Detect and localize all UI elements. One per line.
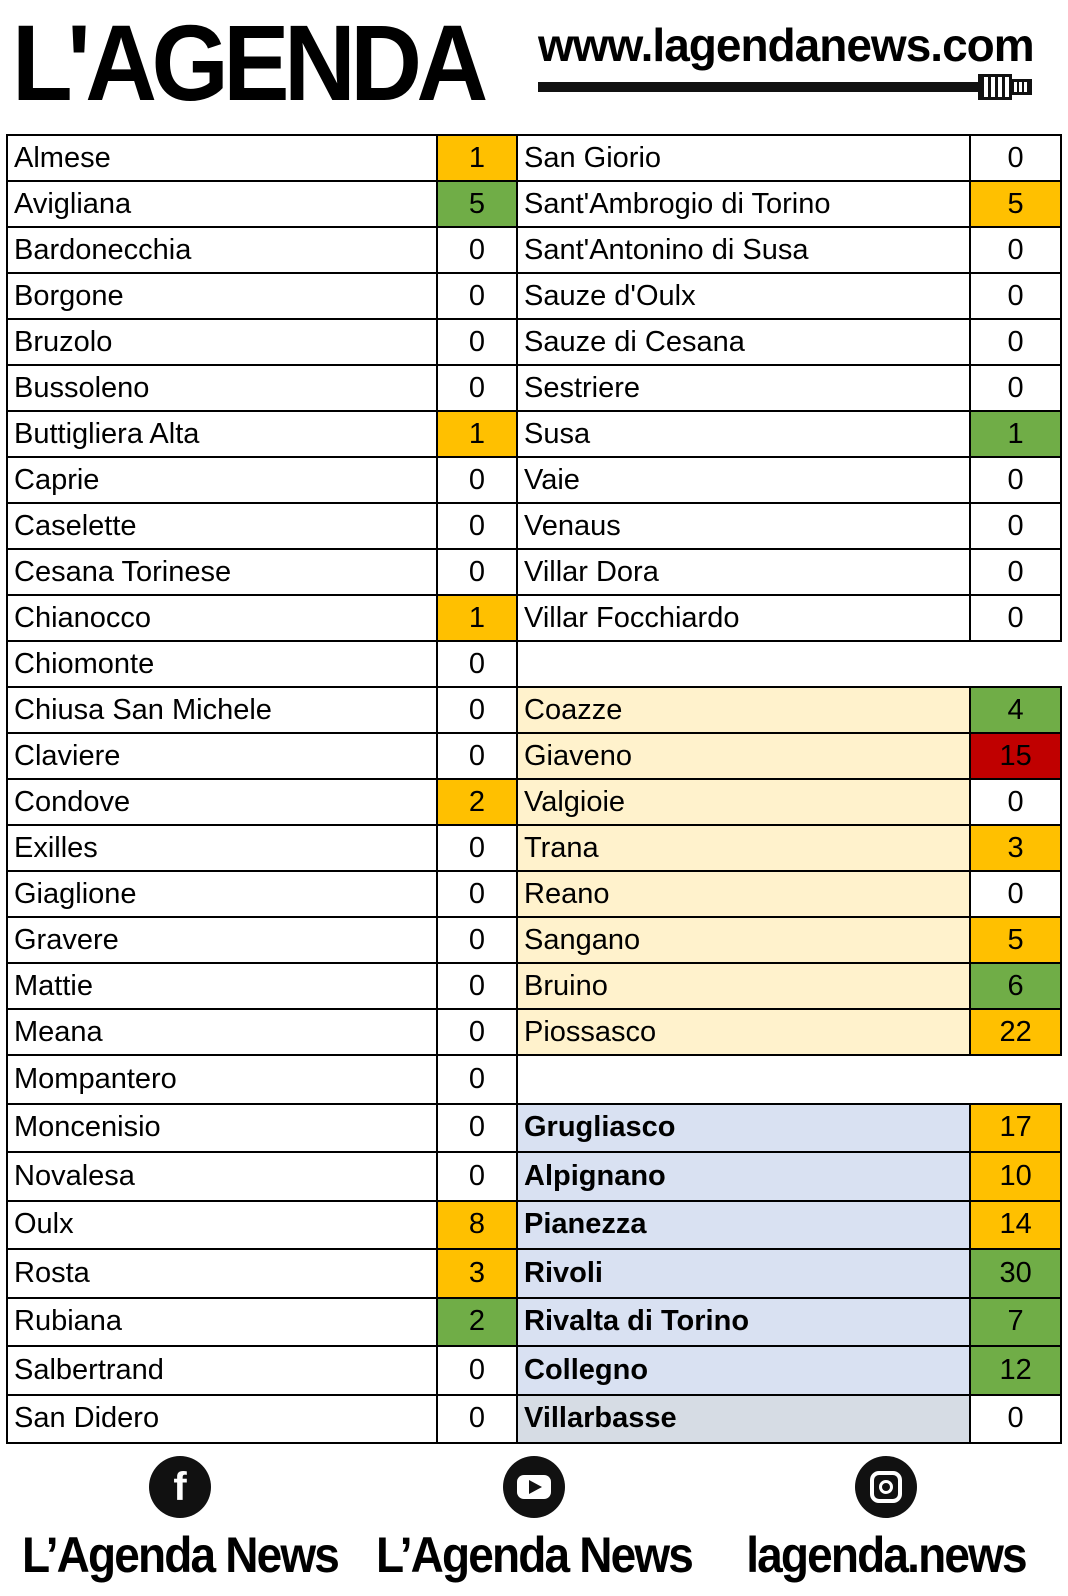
case-count: 0 <box>437 641 517 687</box>
page-header <box>0 0 1068 130</box>
municipality-name: Rivalta di Torino <box>517 1298 970 1347</box>
plug-tip-icon <box>1012 79 1032 95</box>
case-count: 2 <box>437 1298 517 1347</box>
case-count: 0 <box>437 319 517 365</box>
case-count: 10 <box>970 1152 1061 1201</box>
municipality-name: Bruzolo <box>7 319 437 365</box>
table-row <box>517 871 1061 917</box>
case-count: 0 <box>970 1395 1061 1444</box>
table-row <box>517 687 1061 733</box>
case-count: 0 <box>970 595 1061 641</box>
table-row <box>517 273 1061 319</box>
municipality-name: Trana <box>517 825 970 871</box>
municipality-name: Grugliasco <box>517 1104 970 1153</box>
municipality-name: Sant'Antonino di Susa <box>517 227 970 273</box>
table-row <box>517 1152 1061 1201</box>
spacer-row <box>517 1055 1061 1104</box>
case-count: 3 <box>437 1249 517 1298</box>
case-count: 15 <box>970 733 1061 779</box>
table-row <box>7 595 517 641</box>
case-count: 5 <box>437 181 517 227</box>
municipality-name: Coazze <box>517 687 970 733</box>
table-row <box>7 917 517 963</box>
case-count: 0 <box>970 779 1061 825</box>
table-row <box>7 1055 517 1104</box>
table-row <box>7 1104 517 1153</box>
case-count: 0 <box>970 457 1061 503</box>
case-count: 0 <box>437 273 517 319</box>
case-count: 0 <box>970 503 1061 549</box>
municipality-name: Avigliana <box>7 181 437 227</box>
table-row <box>7 1009 517 1055</box>
case-count: 17 <box>970 1104 1061 1153</box>
municipality-name: Valgioie <box>517 779 970 825</box>
case-count: 0 <box>437 1346 517 1395</box>
table-row <box>517 1346 1061 1395</box>
table-row <box>7 1346 517 1395</box>
case-count: 1 <box>437 411 517 457</box>
instagram-label: lagenda.news <box>746 1527 1026 1583</box>
municipality-name: Cesana Torinese <box>7 549 437 595</box>
youtube-icon <box>503 1456 565 1518</box>
case-count: 0 <box>437 687 517 733</box>
case-count: 0 <box>970 319 1061 365</box>
case-count: 5 <box>970 181 1061 227</box>
table-row <box>517 779 1061 825</box>
municipality-name: Claviere <box>7 733 437 779</box>
municipality-name: Sauze di Cesana <box>517 319 970 365</box>
table-row <box>7 549 517 595</box>
table-row <box>7 411 517 457</box>
case-count: 0 <box>970 227 1061 273</box>
case-count: 6 <box>970 963 1061 1009</box>
municipality-name: Exilles <box>7 825 437 871</box>
table-row <box>7 1249 517 1298</box>
case-count: 0 <box>970 135 1061 181</box>
table-row <box>517 365 1061 411</box>
municipality-name: Mompantero <box>7 1055 437 1104</box>
cable-graphic <box>538 82 978 92</box>
table-row <box>517 227 1061 273</box>
website-url[interactable]: www.lagendanews.com <box>538 19 1034 71</box>
case-count: 0 <box>437 1152 517 1201</box>
case-count: 2 <box>437 779 517 825</box>
table-row <box>517 549 1061 595</box>
municipality-name: Salbertrand <box>7 1346 437 1395</box>
brand-logo: L'AGENDA <box>12 2 483 123</box>
table-row <box>7 1298 517 1347</box>
municipality-name: Reano <box>517 871 970 917</box>
table-row <box>517 457 1061 503</box>
municipality-name: San Didero <box>7 1395 437 1444</box>
case-count: 1 <box>970 411 1061 457</box>
municipality-name: Rubiana <box>7 1298 437 1347</box>
table-row <box>7 871 517 917</box>
facebook-icon: f <box>149 1456 211 1518</box>
municipality-name: Alpignano <box>517 1152 970 1201</box>
case-count: 3 <box>970 825 1061 871</box>
spacer-row <box>517 641 1061 687</box>
municipality-name: Rosta <box>7 1249 437 1298</box>
table-row <box>517 1104 1061 1153</box>
case-count: 0 <box>437 549 517 595</box>
case-count: 1 <box>437 135 517 181</box>
municipality-name: Piossasco <box>517 1009 970 1055</box>
table-row <box>517 1055 1061 1104</box>
case-count: 0 <box>437 1104 517 1153</box>
municipality-name: Susa <box>517 411 970 457</box>
case-count: 4 <box>970 687 1061 733</box>
case-count: 0 <box>970 549 1061 595</box>
table-row <box>517 1201 1061 1250</box>
case-count: 0 <box>970 871 1061 917</box>
table-row <box>7 1395 517 1444</box>
table-row <box>7 733 517 779</box>
case-count: 0 <box>970 273 1061 319</box>
municipality-name: Bruino <box>517 963 970 1009</box>
case-count: 0 <box>437 227 517 273</box>
facebook-label: L’Agenda News <box>21 1527 339 1583</box>
case-count: 12 <box>970 1346 1061 1395</box>
case-count: 7 <box>970 1298 1061 1347</box>
table-row <box>517 641 1061 687</box>
municipality-name: Chiomonte <box>7 641 437 687</box>
municipality-name: Collegno <box>517 1346 970 1395</box>
table-row <box>7 227 517 273</box>
table-row <box>7 135 517 181</box>
municipality-name: Gravere <box>7 917 437 963</box>
municipality-name: Villarbasse <box>517 1395 970 1444</box>
table-row <box>7 1152 517 1201</box>
table-row <box>517 595 1061 641</box>
table-row <box>517 503 1061 549</box>
municipality-name: Pianezza <box>517 1201 970 1250</box>
municipality-name: Buttigliera Alta <box>7 411 437 457</box>
municipality-name: Bussoleno <box>7 365 437 411</box>
table-row <box>7 181 517 227</box>
table-row <box>7 503 517 549</box>
youtube-link[interactable] <box>354 1456 714 1586</box>
case-count: 0 <box>437 963 517 1009</box>
table-row <box>517 917 1061 963</box>
table-row <box>517 825 1061 871</box>
table-row <box>517 1249 1061 1298</box>
municipality-name: Chiusa San Michele <box>7 687 437 733</box>
municipality-name: Novalesa <box>7 1152 437 1201</box>
table-row <box>7 687 517 733</box>
case-count: 8 <box>437 1201 517 1250</box>
municipality-name: Vaie <box>517 457 970 503</box>
table-row <box>7 825 517 871</box>
table-row <box>7 273 517 319</box>
municipality-name: Caselette <box>7 503 437 549</box>
table-row <box>7 779 517 825</box>
table-row <box>517 135 1061 181</box>
municipality-name: Oulx <box>7 1201 437 1250</box>
municipality-name: Chianocco <box>7 595 437 641</box>
municipality-name: Villar Dora <box>517 549 970 595</box>
municipality-name: Condove <box>7 779 437 825</box>
municipality-name: Villar Focchiardo <box>517 595 970 641</box>
case-count: 1 <box>437 595 517 641</box>
case-count: 0 <box>437 917 517 963</box>
municipality-name: Almese <box>7 135 437 181</box>
municipality-name: Sauze d'Oulx <box>517 273 970 319</box>
case-count: 0 <box>437 503 517 549</box>
municipality-name: Mattie <box>7 963 437 1009</box>
case-count: 0 <box>437 365 517 411</box>
case-count: 22 <box>970 1009 1061 1055</box>
right-table <box>516 134 1062 1444</box>
instagram-link[interactable] <box>706 1456 1066 1586</box>
case-count: 0 <box>437 733 517 779</box>
case-count: 0 <box>437 1395 517 1444</box>
table-row <box>517 411 1061 457</box>
municipality-name: Sangano <box>517 917 970 963</box>
case-count: 0 <box>437 1009 517 1055</box>
municipality-name: Borgone <box>7 273 437 319</box>
table-row <box>7 319 517 365</box>
municipality-name: Meana <box>7 1009 437 1055</box>
left-table <box>6 134 518 1444</box>
case-count: 0 <box>437 457 517 503</box>
case-count: 5 <box>970 917 1061 963</box>
table-row <box>517 1298 1061 1347</box>
table-row <box>7 1201 517 1250</box>
municipality-name: Giaglione <box>7 871 437 917</box>
table-row <box>517 733 1061 779</box>
youtube-label: L’Agenda News <box>375 1527 693 1583</box>
plug-icon <box>978 74 1012 100</box>
table-row <box>517 963 1061 1009</box>
case-count: 0 <box>437 1055 517 1104</box>
municipality-name: Sant'Ambrogio di Torino <box>517 181 970 227</box>
municipality-name: Bardonecchia <box>7 227 437 273</box>
case-count: 0 <box>437 825 517 871</box>
table-row <box>517 1009 1061 1055</box>
municipality-name: Moncenisio <box>7 1104 437 1153</box>
case-count: 30 <box>970 1249 1061 1298</box>
case-count: 14 <box>970 1201 1061 1250</box>
table-row <box>517 181 1061 227</box>
table-row <box>517 319 1061 365</box>
table-row <box>517 1395 1061 1444</box>
municipality-name: San Giorio <box>517 135 970 181</box>
table-row <box>7 963 517 1009</box>
municipality-name: Sestriere <box>517 365 970 411</box>
facebook-link[interactable] <box>0 1456 360 1586</box>
municipality-name: Venaus <box>517 503 970 549</box>
social-footer <box>0 1456 1068 1596</box>
instagram-icon <box>855 1456 917 1518</box>
municipality-name: Caprie <box>7 457 437 503</box>
table-row <box>7 457 517 503</box>
municipality-name: Giaveno <box>517 733 970 779</box>
case-count: 0 <box>970 365 1061 411</box>
case-count: 0 <box>437 871 517 917</box>
municipality-name: Rivoli <box>517 1249 970 1298</box>
table-row <box>7 641 517 687</box>
table-row <box>7 365 517 411</box>
